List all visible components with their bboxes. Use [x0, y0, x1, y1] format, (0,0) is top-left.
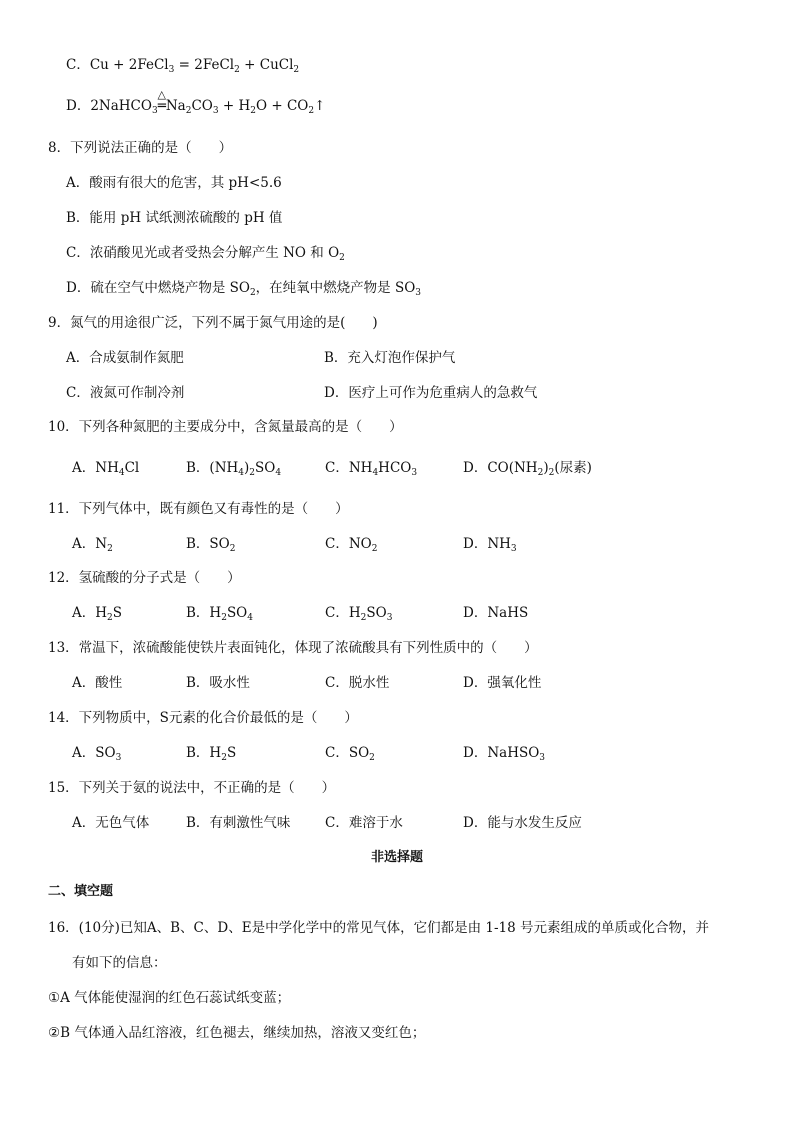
q8-option-c: C．浓硝酸见光或者受热会分解产生 NO 和 $O_2$ — [66, 245, 345, 263]
q12-option-d-label: D． — [463, 605, 488, 621]
q12-option-d — [463, 604, 528, 622]
q9-option-a: A．合成氨制作氮肥 — [66, 350, 184, 366]
q10-option-d: D．$CO(NH_2)_2$(尿素) — [463, 460, 592, 478]
q11-option-d-label: D． — [463, 536, 488, 552]
q13-option-a: A．酸性 — [72, 675, 123, 691]
q8-option-a: A．酸雨有很大的危害，其 pH<5.6 — [66, 175, 282, 191]
q11-option-c-label: C． — [325, 536, 349, 552]
q16-stem-line1: 16．(10分)已知A、B、C、D、E是中学化学中的常见气体，它们都是由 1-18 号元素组成的单质或化合物，并 — [48, 920, 709, 936]
q14-option-a: A．$SO_3$ — [72, 745, 122, 763]
q14-option-c: C．$SO_2$ — [325, 745, 375, 763]
q15-option-b: B．有刺激性气味 — [186, 815, 291, 831]
q14-option-a-label: A． — [72, 745, 96, 761]
q11-stem: 11．下列气体中，既有颜色又有毒性的是（ ） — [48, 501, 349, 517]
q14-option-d: D．NaHSO$_3$ — [463, 745, 546, 763]
q14-option-b: B．$H_2S$ — [186, 745, 237, 763]
q12-option-d-formula: NaHS — [487, 605, 529, 621]
q14-option-d-label: D． — [463, 745, 488, 761]
q10-option-c: C．$NH_4HCO_3$ — [325, 460, 418, 478]
q7-option-c-label: C． — [66, 57, 90, 73]
q11-option-a-label: A． — [72, 536, 96, 552]
q15-stem: 15．下列关于氨的说法中，不正确的是（ ） — [48, 780, 336, 796]
q13-option-d: D．强氧化性 — [463, 675, 542, 691]
q11-option-c: C．$NO_2$ — [325, 536, 378, 554]
q9-option-b: B．充入灯泡作保护气 — [324, 350, 456, 366]
q15-option-d: D．能与水发生反应 — [463, 815, 582, 831]
q14-option-b-label: B． — [186, 745, 210, 761]
q11-option-a: A．$N_2$ — [72, 536, 113, 554]
q10-option-d-label: D． — [463, 460, 488, 476]
part2-title: 二、填空题 — [48, 884, 114, 899]
q8-option-d: D．硫在空气中燃烧产物是 $SO_2$，在纯氧中燃烧产物是 $SO_3$ — [66, 280, 422, 298]
q8-stem: 8．下列说法正确的是（ ） — [48, 140, 233, 156]
q12-option-c-label: C． — [325, 605, 349, 621]
q8-option-c-text: C．浓硝酸见光或者受热会分解产生 NO 和 O — [66, 245, 340, 261]
q8-option-d-text1: D．硫在空气中燃烧产物是 SO — [66, 280, 250, 296]
q14-option-c-label: C． — [325, 745, 349, 761]
q9-stem: 9．氮气的用途很广泛，下列不属于氮气用途的是( ) — [48, 315, 378, 331]
q15-option-c: C．难溶于水 — [325, 815, 403, 831]
heat-condition-equals: △ ═ — [157, 88, 166, 114]
q12-option-a: A．$H_2S$ — [72, 605, 123, 623]
q9-option-d: D．医疗上可作为危重病人的急救气 — [324, 385, 538, 401]
q13-option-b: B．吸水性 — [186, 675, 250, 691]
q11-option-b-label: B． — [186, 536, 210, 552]
q16-stem-line2: 有如下的信息： — [72, 955, 167, 971]
section-title: 非选择题 — [370, 850, 423, 865]
q7-option-d — [66, 88, 326, 116]
q13-stem: 13．常温下，浓硫酸能使铁片表面钝化，体现了浓硫酸具有下列性质中的（ ） — [48, 640, 538, 656]
q10-option-d-note: (尿素) — [554, 460, 592, 476]
q10-option-c-label: C． — [325, 460, 349, 476]
q7-option-c — [66, 56, 299, 74]
q7-option-c-equation: Cu + 2FeCl$_3$ = 2FeCl$_2$ + CuCl$_2$ — [89, 57, 300, 75]
q12-stem: 12．氢硫酸的分子式是（ ） — [48, 570, 241, 586]
q12-option-b: B．$H_2SO_4$ — [186, 605, 253, 623]
q12-option-b-label: B． — [186, 605, 210, 621]
q11-option-b: B．$SO_2$ — [186, 536, 236, 554]
q13-option-c: C．脱水性 — [325, 675, 390, 691]
q11-option-d: D．$NH_3$ — [463, 536, 517, 554]
q14-stem: 14．下列物质中，S元素的化合价最低的是（ ） — [48, 710, 358, 726]
q10-option-a-label: A． — [72, 460, 96, 476]
q10-option-a: A．$NH_4Cl$ — [72, 460, 140, 478]
q12-option-c: C．$H_2SO_3$ — [325, 605, 393, 623]
q16-info-1: ①A 气体能使湿润的红色石蕊试纸变蓝； — [48, 990, 291, 1006]
q7-option-d-label: D． — [66, 98, 91, 114]
q10-stem: 10．下列各种氮肥的主要成分中，含氮量最高的是（ ） — [48, 419, 403, 435]
q9-option-c: C．液氮可作制冷剂 — [66, 385, 185, 401]
q8-option-d-text2: ，在纯氧中燃烧产物是 SO — [255, 280, 416, 296]
q10-option-b: B．$(NH_4)_2SO_4$ — [186, 460, 282, 478]
q10-option-b-label: B． — [186, 460, 210, 476]
q7-option-d-equation: 2NaHCO$_3$ △ $═Na_2CO_3 + H_2O$ + $CO_2↑$ — [90, 88, 326, 116]
q15-option-a: A．无色气体 — [72, 815, 150, 831]
q16-info-2: ②B 气体通入品红溶液，红色褪去，继续加热，溶液又变红色； — [48, 1025, 426, 1041]
q12-option-a-label: A． — [72, 605, 96, 621]
q8-option-b: B．能用 pH 试纸测浓硫酸的 pH 值 — [66, 210, 283, 226]
heat-triangle-icon: △ — [157, 88, 166, 101]
